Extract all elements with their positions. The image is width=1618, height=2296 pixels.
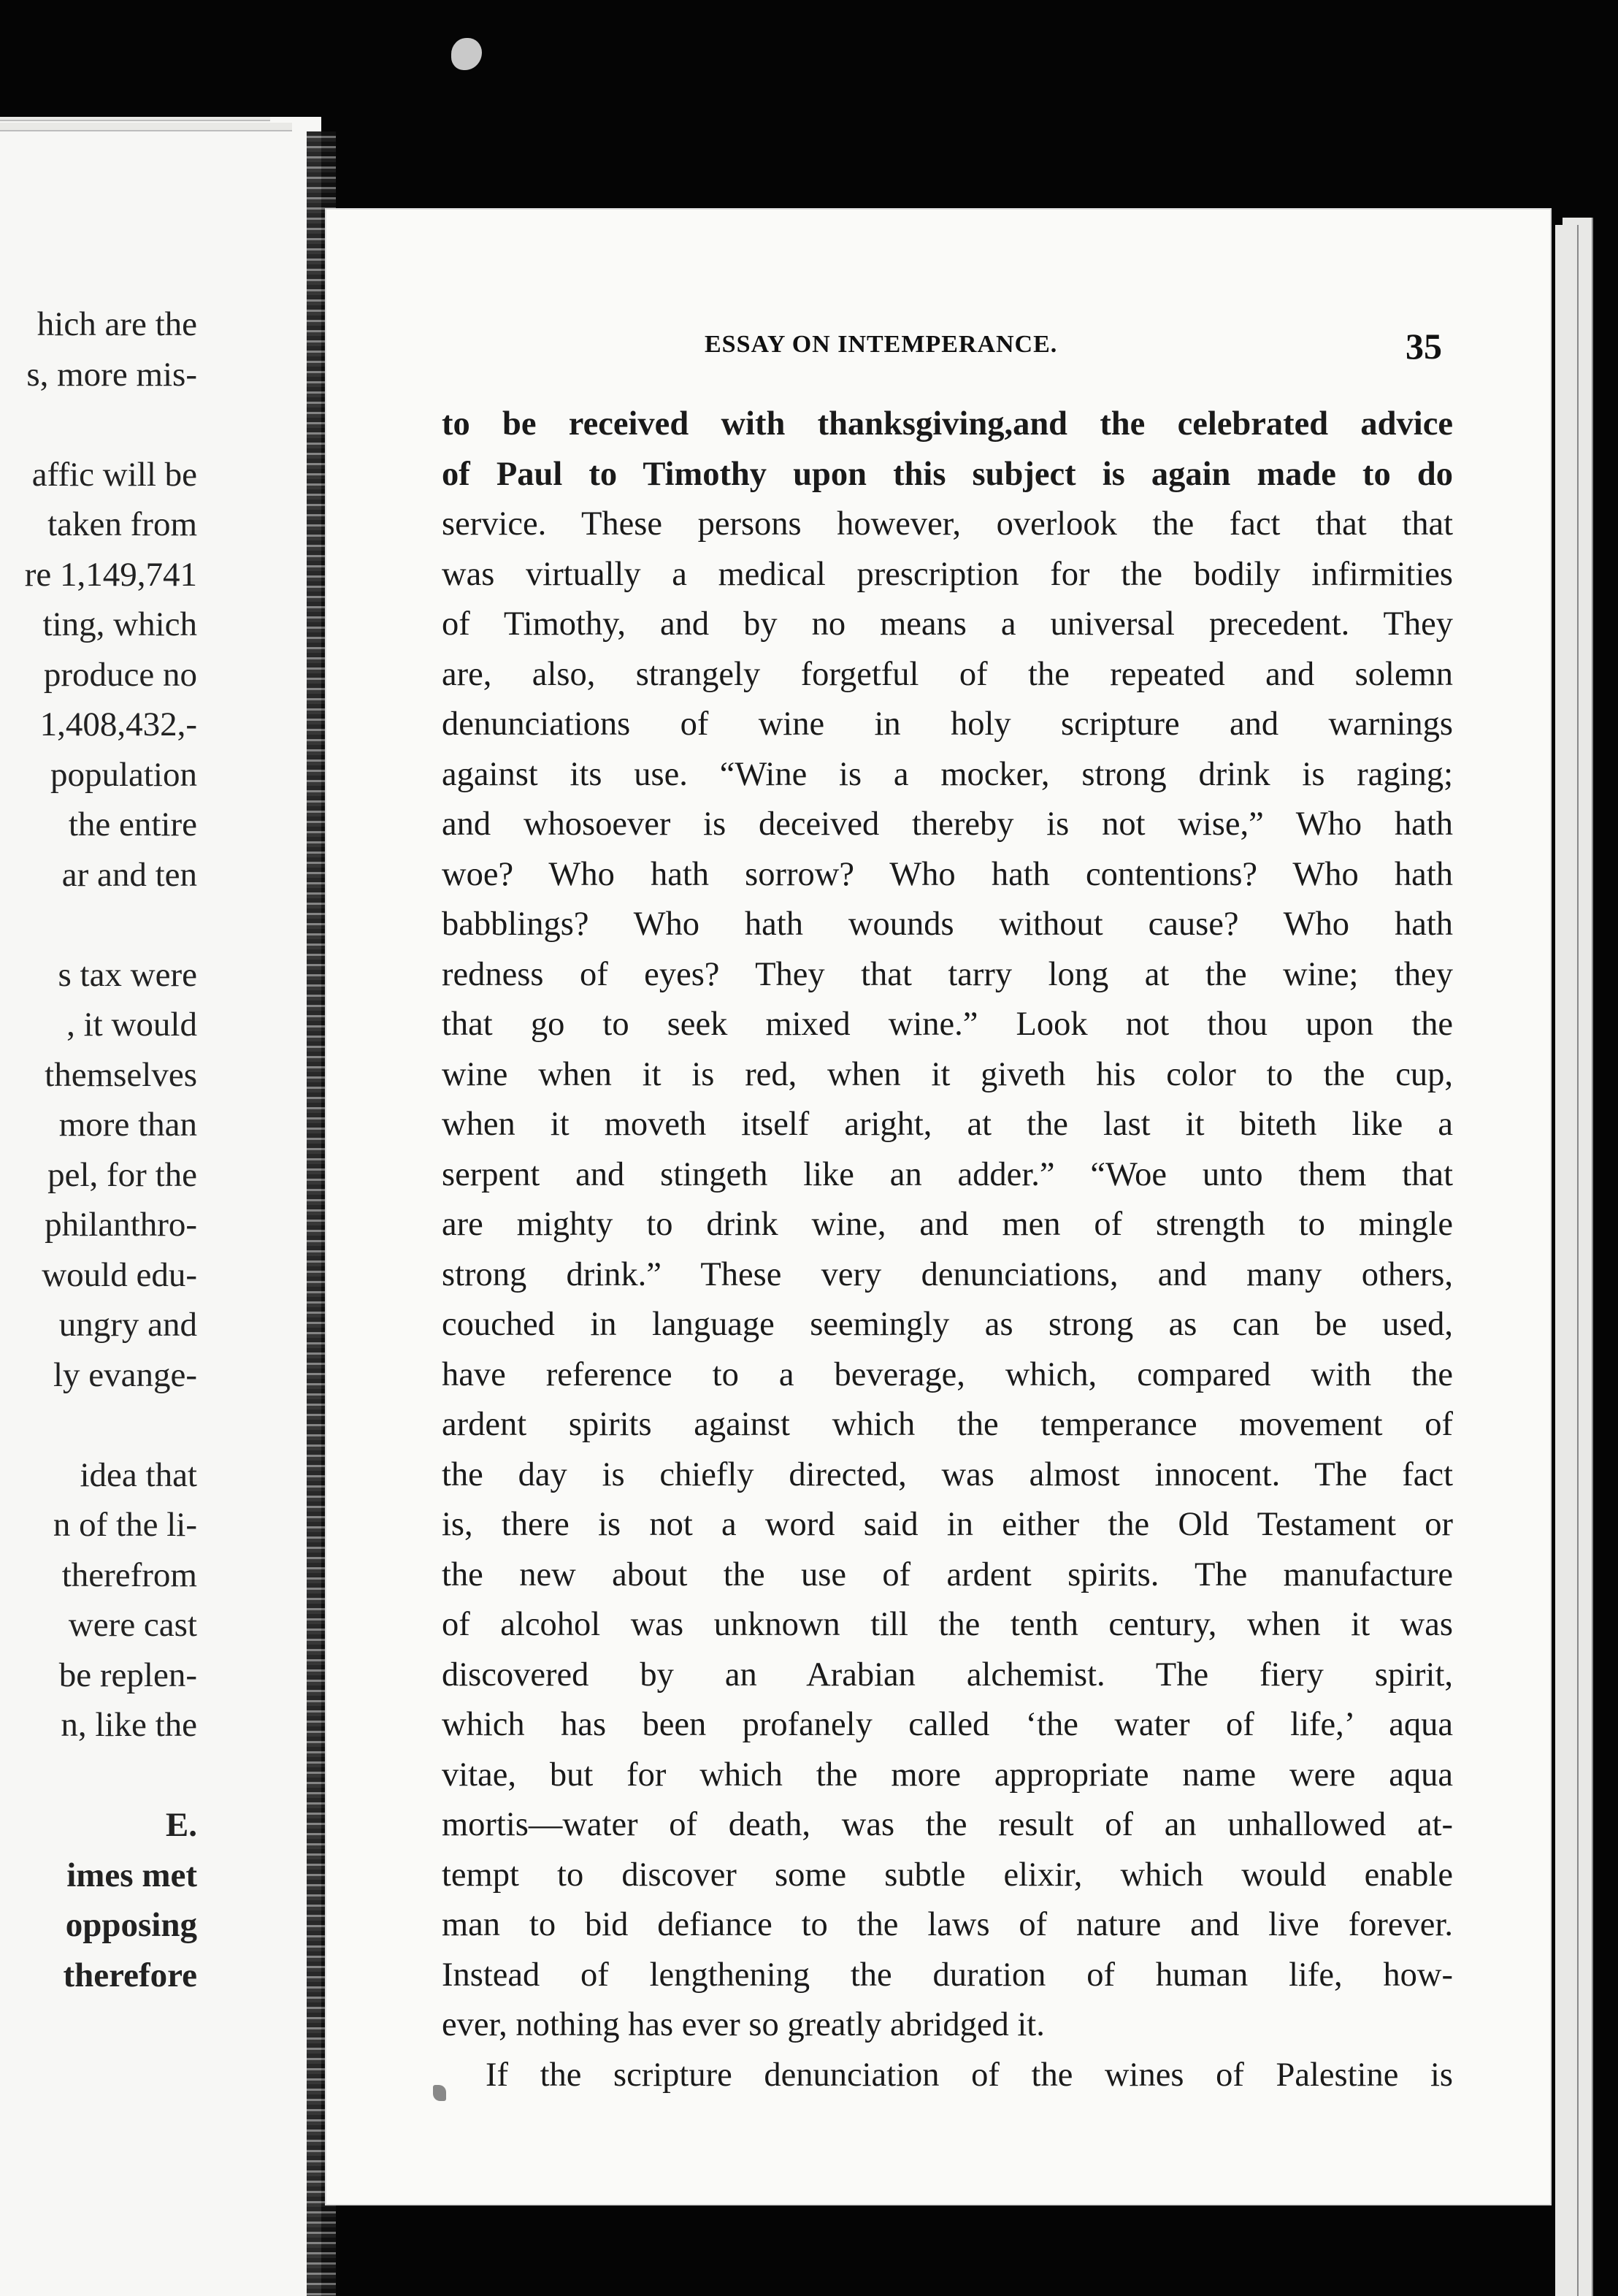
dust-speck [451,38,482,70]
left-line: n, like the [61,1706,197,1744]
text-line: redness of eyes? They that tarry long at the wine; they [442,955,1453,993]
text-line: tempt to discover some subtle elixir, which would enable [442,1856,1453,1894]
left-line: therefore [63,1956,197,1994]
page-edge [0,123,292,131]
left-line: were cast [68,1606,197,1644]
text-line: vitae, but for which the more appropriate name were aqua [442,1756,1453,1794]
ink-blot [433,2085,446,2101]
right-page [325,208,1552,2205]
page-edge [0,117,270,121]
text-line: and whosoever is deceived thereby is not wise,” Who hath [442,805,1453,843]
text-line: of Paul to Timothy upon this subject is again made to do [442,455,1453,493]
text-line: If the scripture denunciation of the wines of Palestine is [486,2056,1453,2094]
left-line: pel, for the [47,1155,197,1194]
text-line: mortis—water of death, was the result of an unhallowed at- [442,1806,1453,1843]
left-line: taken from [47,505,197,543]
left-line: affic will be [31,455,197,494]
left-line [7,1750,197,1801]
text-line: was virtually a medical prescription for the bodily infirmities [442,555,1453,593]
text-line: service. These persons however, overlook the fact that that [442,505,1453,543]
left-line: ly evange- [53,1355,197,1394]
text-line: discovered by an Arabian alchemist. The fiery spirit, [442,1656,1453,1694]
left-line: philanthro- [45,1206,197,1244]
text-line: the new about the use of ardent spirits. The manufacture [442,1555,1453,1593]
body-text [442,399,1453,2100]
left-line: s, more mis- [26,355,197,394]
left-line: imes met [66,1856,197,1894]
text-line: against its use. “Wine is a mocker, strong drink is raging; [442,755,1453,793]
left-line: E. [165,1806,197,1844]
page-edge [1555,225,1579,2296]
left-line: 1,408,432,- [39,705,197,743]
left-page-text [7,299,321,2000]
text-line: couched in language seemingly as strong as can be used, [442,1306,1453,1343]
page-header [325,326,1552,375]
text-line: denunciations of wine in holy scripture and warnings [442,705,1453,743]
left-line: ting, which [42,605,197,643]
text-line: man to bid defiance to the laws of nature and live forever. [442,1906,1453,1943]
left-line: population [50,755,197,794]
left-line: re 1,149,741 [24,555,197,594]
page-number: 35 [1406,326,1442,367]
left-line: hich are the [37,305,197,343]
text-line: ever, nothing has ever so greatly abridged it. [442,2006,1045,2043]
text-line: that go to seek mixed wine.” Look not thou upon the [442,1006,1453,1043]
left-line: the entire [68,805,197,843]
left-line: more than [58,1106,197,1144]
text-line: serpent and stingeth like an adder.” “Woe unto them that [442,1155,1453,1193]
left-line: n of the li- [53,1506,197,1544]
left-line: opposing [65,1906,197,1944]
text-line: the day is chiefly directed, was almost innocent. The fact [442,1455,1453,1493]
text-line: Instead of lengthening the duration of human life, how- [442,1956,1453,1994]
text-line: is, there is not a word said in either the Old Testament or [442,1506,1453,1543]
text-line: of Timothy, and by no means a universal precedent. They [442,605,1453,643]
left-line: , it would [66,1006,197,1044]
left-line [7,399,197,450]
left-line: would edu- [42,1255,197,1294]
left-page [0,117,321,2296]
text-line: when it moveth itself aright, at the last it biteth like a [442,1106,1453,1143]
text-line: of alcohol was unknown till the tenth century, when it was [442,1606,1453,1643]
text-line: ardent spirits against which the temperance movement of [442,1406,1453,1443]
left-line: ar and ten [61,855,197,894]
running-head: ESSAY ON INTEMPERANCE. [705,331,1058,358]
left-line [7,900,197,950]
left-line: idea that [80,1455,197,1494]
text-line: woe? Who hath sorrow? Who hath contentions? Who hath [442,855,1453,893]
text-line: strong drink.” These very denunciations, and many others, [442,1255,1453,1293]
text-line: which has been profanely called ‘the water of life,’ aqua [442,1706,1453,1743]
text-line: babblings? Who hath wounds without cause? Who hath [442,906,1453,943]
left-line: ungry and [58,1306,197,1344]
text-line: are mighty to drink wine, and men of strength to mingle [442,1206,1453,1243]
left-line: produce no [43,655,197,694]
text-line: wine when it is red, when it giveth his color to the cup, [442,1055,1453,1093]
text-line: are, also, strangely forgetful of the repeated and solemn [442,655,1453,693]
left-line [7,1400,197,1450]
text-line: to be received with thanksgiving,and the celebrated advice [442,405,1453,443]
left-line: themselves [45,1055,197,1094]
left-line: s tax were [58,955,197,994]
left-line: therefrom [61,1555,197,1594]
text-line: have reference to a beverage, which, compared with the [442,1355,1453,1393]
left-line: be replen- [58,1656,197,1694]
